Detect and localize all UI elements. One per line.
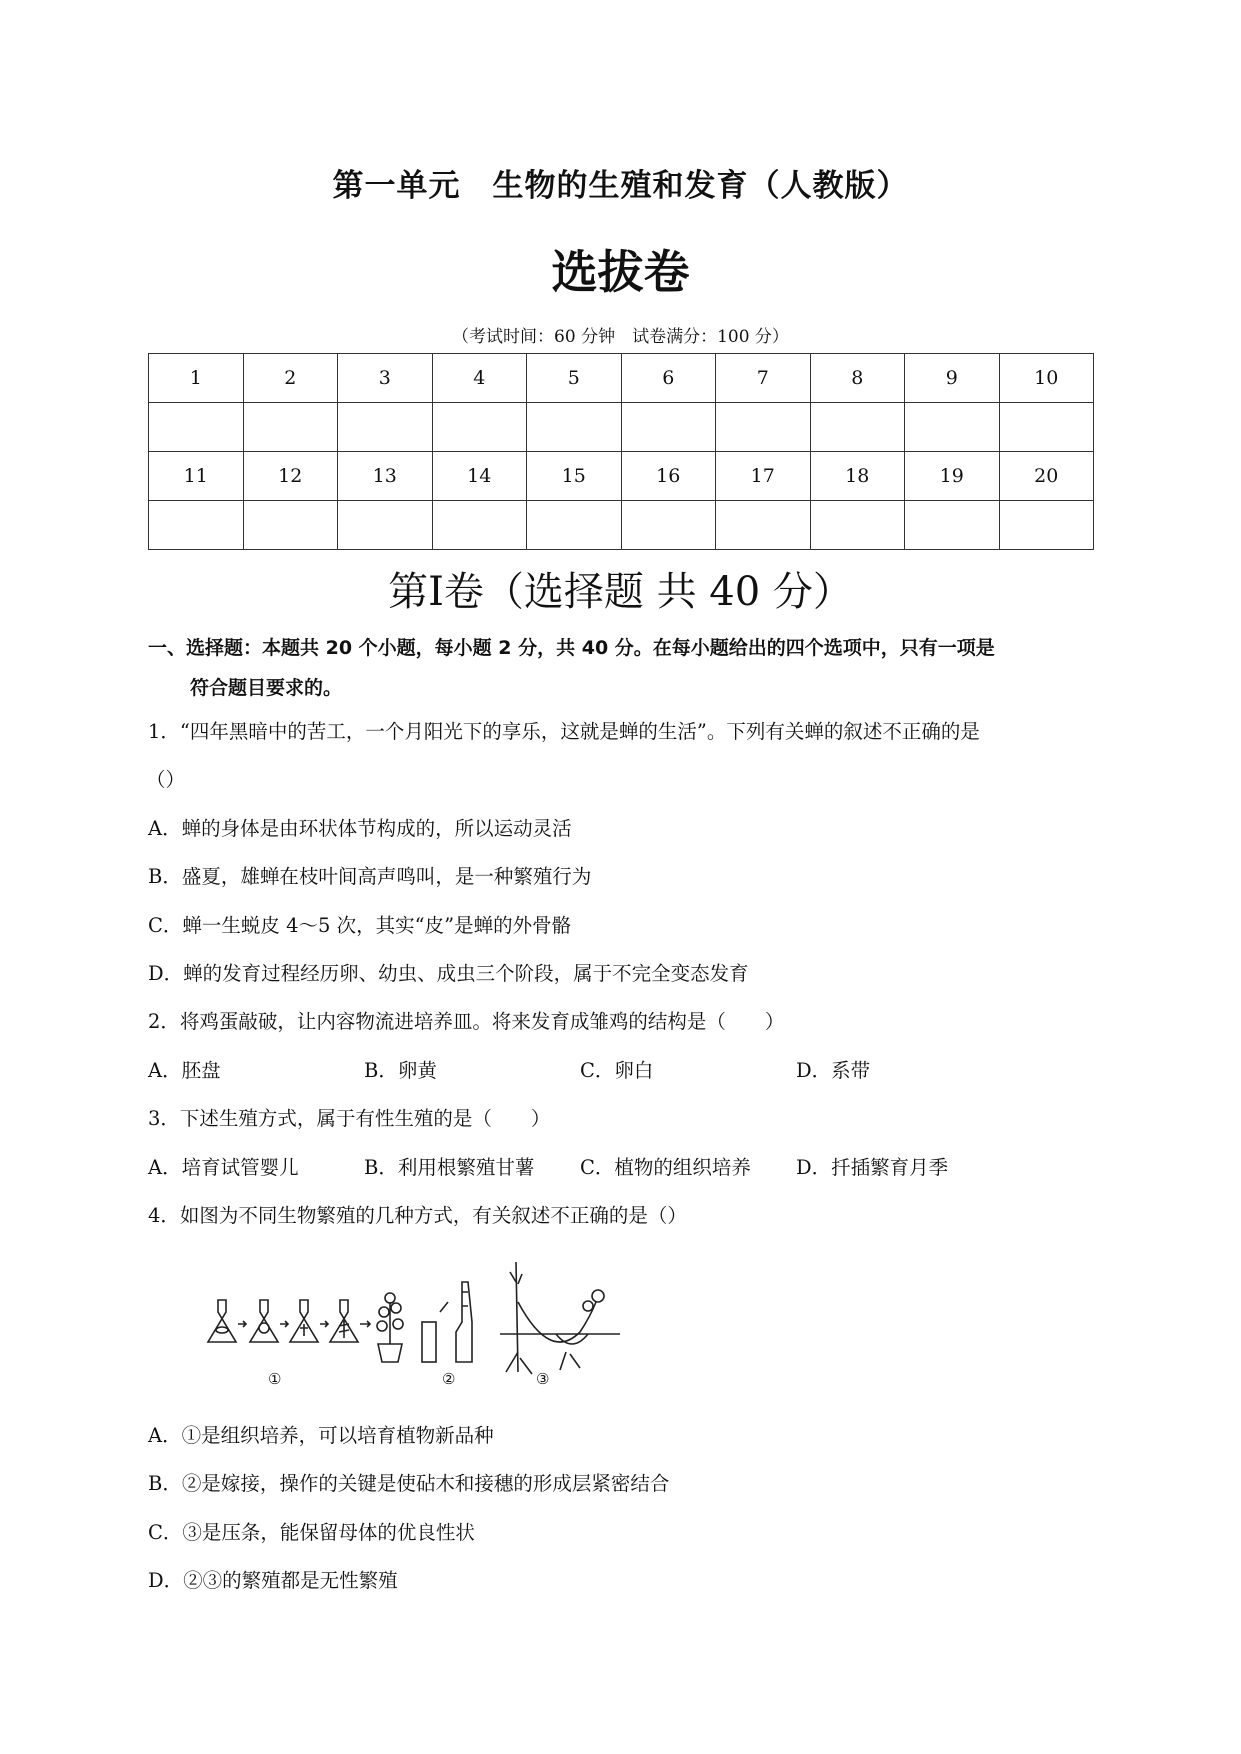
table-cell: 5: [527, 354, 622, 403]
question-3-option-b[interactable]: B．利用根繁殖甘薯: [364, 1156, 535, 1179]
question-1-option-b[interactable]: B．盛夏，雄蝉在枝叶间高声鸣叫，是一种繁殖行为: [148, 865, 592, 888]
question-1-bracket: （）: [146, 768, 186, 791]
question-2-option-a[interactable]: A．胚盘: [148, 1059, 221, 1082]
answer-cell[interactable]: [810, 501, 905, 550]
question-4-option-a[interactable]: A．①是组织培养，可以培育植物新品种: [148, 1424, 494, 1447]
answer-cell[interactable]: [149, 403, 244, 452]
document-subtitle: 选拔卷: [551, 245, 690, 299]
document-title: 第一单元 生物的生殖和发育（人教版）: [332, 168, 909, 204]
flask-icon: [330, 1300, 358, 1342]
table-cell: 3: [338, 354, 433, 403]
table-cell: 13: [338, 452, 433, 501]
answer-cell[interactable]: [527, 403, 622, 452]
answer-cell[interactable]: [149, 501, 244, 550]
question-1-option-d[interactable]: D．蝉的发育过程经历卵、幼虫、成虫三个阶段，属于不完全变态发育: [148, 962, 749, 985]
question-3-stem: 3．下述生殖方式，属于有性生殖的是（ ）: [148, 1107, 551, 1130]
table-cell: 8: [810, 354, 905, 403]
table-cell: 15: [527, 452, 622, 501]
question-2-option-d[interactable]: D．系带: [796, 1059, 871, 1082]
answer-cell[interactable]: [338, 403, 433, 452]
question-3-option-c[interactable]: C．植物的组织培养: [580, 1156, 751, 1179]
answer-cell[interactable]: [999, 403, 1094, 452]
question-2-stem: 2．将鸡蛋敲破，让内容物流进培养皿。将来发育成雏鸡的结构是（ ）: [148, 1010, 785, 1033]
answer-cell[interactable]: [527, 501, 622, 550]
layering-icon: [500, 1262, 620, 1374]
grafting-icon: [422, 1282, 472, 1362]
answer-cell[interactable]: [432, 403, 527, 452]
table-cell: 20: [999, 452, 1094, 501]
answer-cell[interactable]: [905, 403, 1000, 452]
instruction-line: 一、选择题：本题共 20 个小题，每小题 2 分，共 40 分。在每小题给出的四个选项中，只有一项是: [148, 637, 995, 659]
question-4-option-d[interactable]: D．②③的繁殖都是无性繁殖: [148, 1569, 398, 1592]
potted-plant-icon: [377, 1293, 403, 1362]
table-cell: 18: [810, 452, 905, 501]
flask-icon: [250, 1300, 278, 1342]
question-4-option-b[interactable]: B．②是嫁接，操作的关键是使砧木和接穗的形成层紧密结合: [148, 1472, 670, 1495]
reproduction-methods-figure: [200, 1262, 640, 1392]
answer-cell[interactable]: [432, 501, 527, 550]
answer-cell[interactable]: [243, 403, 338, 452]
table-cell: 11: [149, 452, 244, 501]
question-4-option-c[interactable]: C．③是压条，能保留母体的优良性状: [148, 1521, 475, 1544]
answer-cell[interactable]: [621, 403, 716, 452]
question-1-option-c[interactable]: C．蝉一生蜕皮 4～5 次，其实“皮”是蝉的外骨骼: [148, 914, 572, 937]
instruction-line: 符合题目要求的。: [190, 677, 343, 699]
section-title: 第I卷（选择题 共 40 分）: [388, 569, 853, 615]
question-1-stem: 1．“四年黑暗中的苦工，一个月阳光下的享乐，这就是蝉的生活”。下列有关蝉的叙述不正确的是: [148, 720, 980, 743]
reproduction-illustration: [200, 1262, 640, 1392]
question-3-option-a[interactable]: A．培育试管婴儿: [148, 1156, 299, 1179]
answer-cell[interactable]: [338, 501, 433, 550]
table-cell: 10: [999, 354, 1094, 403]
answer-cell[interactable]: [905, 501, 1000, 550]
answer-cell[interactable]: [716, 501, 811, 550]
answer-score-table: [148, 353, 1094, 550]
table-row-answers-2: [149, 501, 1094, 550]
table-cell: 4: [432, 354, 527, 403]
table-cell: 14: [432, 452, 527, 501]
exam-info: （考试时间：60 分钟 试卷满分：100 分）: [452, 327, 789, 347]
table-cell: 9: [905, 354, 1000, 403]
table-cell: 7: [716, 354, 811, 403]
table-cell: 19: [905, 452, 1000, 501]
table-row-header-2: [149, 452, 1094, 501]
flask-icon: [290, 1300, 318, 1342]
section-instructions: [148, 628, 1098, 708]
question-2-option-b[interactable]: B．卵黄: [364, 1059, 437, 1082]
answer-cell[interactable]: [999, 501, 1094, 550]
table-cell: 12: [243, 452, 338, 501]
figure-label-2: ②: [442, 1370, 456, 1388]
table-cell: 6: [621, 354, 716, 403]
table-cell: 2: [243, 354, 338, 403]
figure-label-1: ①: [268, 1370, 282, 1388]
question-1-option-a[interactable]: A．蝉的身体是由环状体节构成的，所以运动灵活: [148, 817, 572, 840]
table-cell: 1: [149, 354, 244, 403]
table-row-header-1: [149, 354, 1094, 403]
answer-cell[interactable]: [243, 501, 338, 550]
question-4-stem: 4．如图为不同生物繁殖的几种方式，有关叙述不正确的是（）: [148, 1204, 687, 1227]
flask-icon: [208, 1300, 236, 1342]
table-row-answers-1: [149, 403, 1094, 452]
answer-cell[interactable]: [716, 403, 811, 452]
answer-cell[interactable]: [810, 403, 905, 452]
table-cell: 17: [716, 452, 811, 501]
figure-label-3: ③: [536, 1370, 550, 1388]
answer-cell[interactable]: [621, 501, 716, 550]
table-cell: 16: [621, 452, 716, 501]
question-3-option-d[interactable]: D．扦插繁育月季: [796, 1156, 949, 1179]
question-2-option-c[interactable]: C．卵白: [580, 1059, 654, 1082]
